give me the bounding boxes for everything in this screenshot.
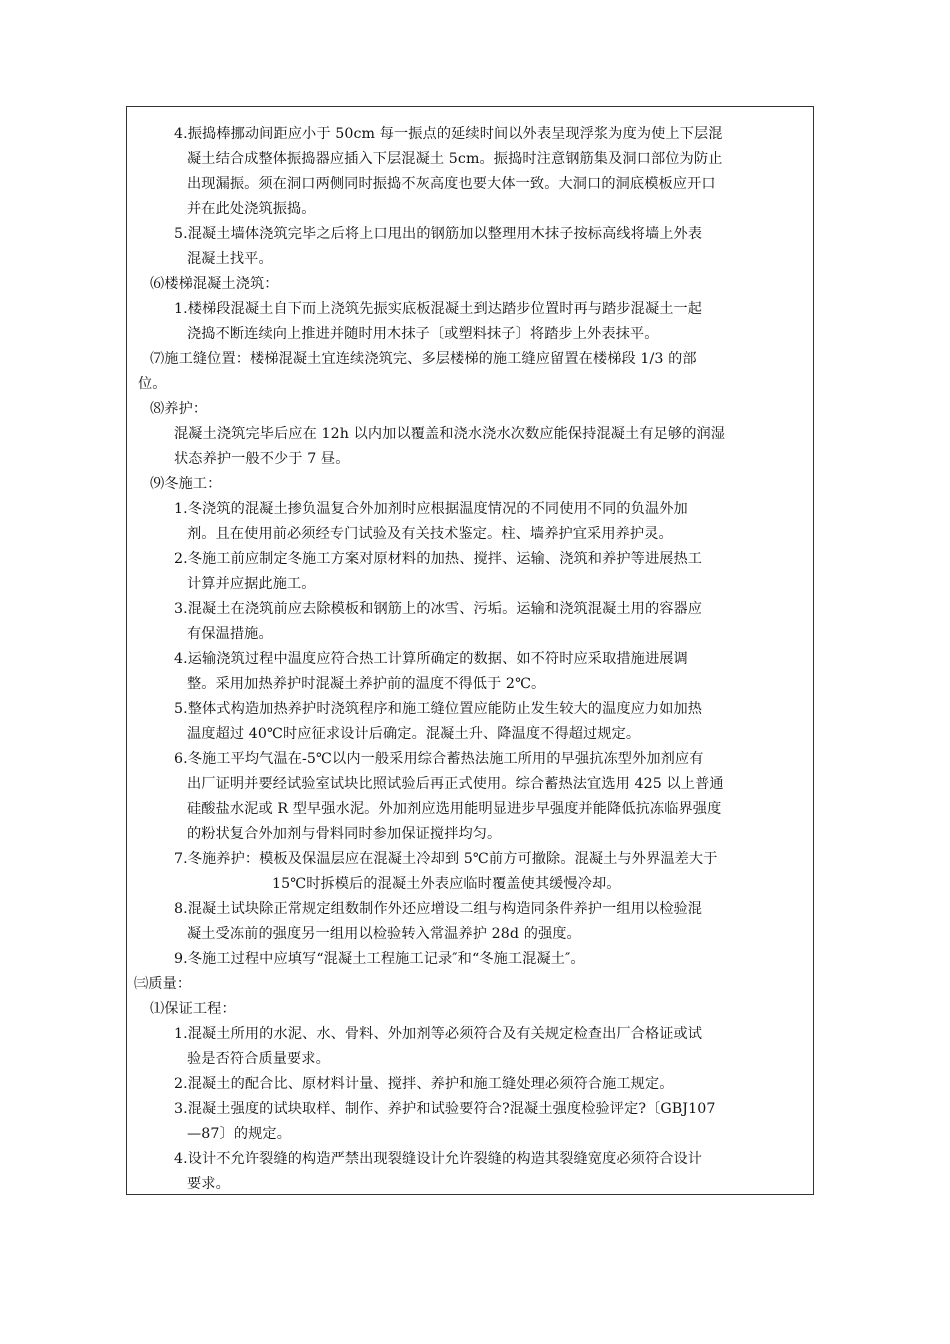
text-line: 6.冬施工平均气温在-5℃以内一般采用综合蓄热法施工所用的早强抗冻型外加剂应有 (174, 751, 704, 767)
text-line: 1.冬浇筑的混凝土掺负温复合外加剂时应根据温度情况的不同使用不同的负温外加 (174, 501, 688, 517)
text-line: 要求。 (187, 1176, 230, 1192)
text-line: 2.混凝土的配合比、原材料计量、搅拌、养护和施工缝处理必须符合施工规定。 (174, 1076, 674, 1092)
text-line: 剂。且在使用前必须经专门试验及有关技术鉴定。柱、墙养护宜采用养护灵。 (187, 526, 673, 542)
text-line: 9.冬施工过程中应填写“混凝土工程施工记录″和“冬施工混凝土″。 (174, 951, 585, 967)
text-line: 5.混凝土墙体浇筑完毕之后将上口甩出的钢筋加以整理用木抹子按标高线将墙上外表 (174, 226, 703, 242)
section-heading: ⑴保证工程： (150, 1001, 236, 1017)
text-line: 有保温措施。 (187, 626, 273, 642)
text-line: 凝土受冻前的强度另一组用以检验转入常温养护 28d 的强度。 (187, 926, 581, 942)
text-line: 4.运输浇筑过程中温度应符合热工计算所确定的数据、如不符时应采取措施进展调 (174, 651, 688, 667)
text-line: 验是否符合质量要求。 (187, 1051, 330, 1067)
text-line: 3.混凝土强度的试块取样、制作、养护和试验要符合?混凝土强度检验评定?〔GBJ107 (174, 1101, 716, 1117)
text-line: 凝土结合成整体振捣器应插入下层混凝土 5cm。振捣时注意钢筋集及洞口部位为防止 (187, 151, 723, 167)
text-line: 的粉状复合外加剂与骨料同时参加保证搅拌均匀。 (187, 826, 502, 842)
text-line: 状态养护一般不少于 7 昼。 (174, 451, 350, 467)
text-line: 位。 (138, 376, 167, 392)
section-heading: ⑻养护： (150, 401, 208, 417)
text-line: 1.楼梯段混凝土自下而上浇筑先振实底板混凝土到达踏步位置时再与踏步混凝土一起 (174, 301, 703, 317)
text-line: 2.冬施工前应制定冬施工方案对原材料的加热、搅拌、运输、浇筑和养护等进展热工 (174, 551, 703, 567)
text-line: 8.混凝土试块除正常规定组数制作外还应增设二组与构造同条件养护一组用以检验混 (174, 901, 703, 917)
text-line: 出现漏振。须在洞口两侧同时振捣不灰高度也要大体一致。大洞口的洞底模板应开口 (187, 176, 716, 192)
text-line: 1.混凝土所用的水泥、水、骨料、外加剂等必须符合及有关规定检查出厂合格证或试 (174, 1026, 703, 1042)
text-line: 浇捣不断连续向上推进并随时用木抹子〔或塑料抹子〕将踏步上外表抹平。 (187, 326, 659, 342)
text-line: 混凝土找平。 (187, 251, 273, 267)
text-line: 15℃时拆模后的混凝土外表应临时覆盖使其缓慢冷却。 (272, 876, 621, 892)
section-heading: ⑹楼梯混凝土浇筑： (150, 276, 279, 292)
text-line: 整。采用加热养护时混凝土养护前的温度不得低于 2℃。 (187, 676, 546, 692)
text-line: 混凝土浇筑完毕后应在 12h 以内加以覆盖和浇水浇水次数应能保持混凝土有足够的润湿 (174, 426, 726, 442)
text-line: 3.混凝土在浇筑前应去除模板和钢筋上的冰雪、污垢。运输和浇筑混凝土用的容器应 (174, 601, 703, 617)
text-line: 7.冬施养护：模板及保温层应在混凝土冷却到 5℃前方可撤除。混凝土与外界温差大于 (174, 851, 718, 867)
section-heading: ⑼冬施工： (150, 476, 222, 492)
text-line: 5.整体式构造加热养护时浇筑程序和施工缝位置应能防止发生较大的温度应力如加热 (174, 701, 703, 717)
text-line: 4.设计不允许裂缝的构造严禁出现裂缝设计允许裂缝的构造其裂缝宽度必须符合设计 (174, 1151, 703, 1167)
text-line: 并在此处浇筑振捣。 (187, 201, 316, 217)
text-line: 出厂证明并要经试验室试块比照试验后再正式使用。综合蓄热法宜选用 425 以上普通 (187, 776, 724, 792)
text-line: 计算并应据此施工。 (187, 576, 316, 592)
section-heading: ㈢质量： (134, 976, 192, 992)
text-line: ⑺施工缝位置：楼梯混凝土宜连续浇筑完、多层楼梯的施工缝应留置在楼梯段 1/3 的部 (150, 351, 697, 367)
text-line: 4.振捣棒挪动间距应小于 50cm 每一振点的延续时间以外表呈现浮浆为度为使上下层混 (174, 126, 723, 142)
text-line: 温度超过 40℃时应征求设计后确定。混凝土升、降温度不得超过规定。 (187, 726, 641, 742)
text-line: 硅酸盐水泥或 R 型早强水泥。外加剂应选用能明显进步早强度并能降低抗冻临界强度 (187, 801, 722, 817)
text-line: —87〕的规定。 (187, 1126, 291, 1142)
